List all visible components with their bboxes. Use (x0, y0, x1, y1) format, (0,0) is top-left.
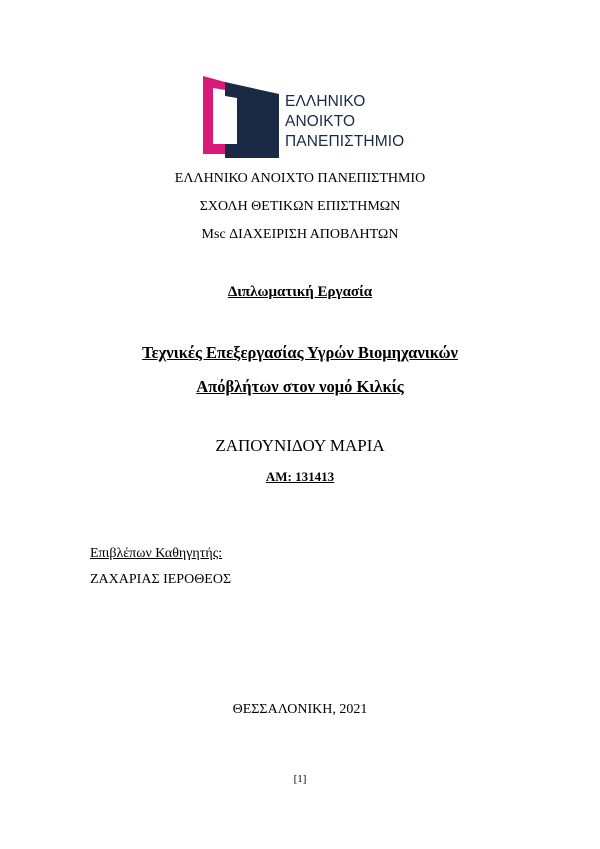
place-date: ΘΕΣΣΑΛΟΝΙΚΗ, 2021 (232, 702, 368, 717)
logo-emblem-icon (199, 74, 283, 158)
thesis-title-line-1: Τεχνικές Επεξεργασίας Υγρών Βιομηχανικών (142, 343, 458, 362)
program-name: Msc ΔΙΑΧΕΙΡΙΣΗ ΑΠΟΒΛΗΤΩΝ (201, 227, 399, 242)
school-name: ΣΧΟΛΗ ΘΕΤΙΚΩΝ ΕΠΙΣΤΗΜΩΝ (199, 199, 401, 214)
author-name: ΖΑΠΟΥΝΙΔΟΥ ΜΑΡΙΑ (215, 436, 385, 455)
logo-line-3: ΠΑΝΕΠΙΣΤΗΜΙΟ (285, 133, 405, 150)
university-name: ΕΛΛΗΝΙΚΟ ΑΝΟΙΧΤΟ ΠΑΝΕΠΙΣΤΗΜΙΟ (174, 171, 426, 186)
registration-number: ΑΜ: 131413 (265, 469, 335, 484)
supervisor-name: ΖΑΧΑΡΙΑΣ ΙΕΡΟΘΕΟΣ (90, 572, 232, 587)
document-type: Διπλωματική Εργασία (227, 284, 373, 300)
university-logo (199, 74, 413, 158)
logo-line-1: ΕΛΛΗΝΙΚΟ (285, 93, 366, 110)
page-number: [1] (293, 773, 307, 785)
logo-wordmark (285, 92, 404, 152)
logo-line-2: ΑΝΟΙΚΤΟ (285, 113, 356, 130)
thesis-title-line-2: Απόβλήτων στον νομό Κιλκίς (196, 377, 404, 396)
supervisor-label: Επιβλέπων Καθηγητής: (90, 546, 223, 561)
